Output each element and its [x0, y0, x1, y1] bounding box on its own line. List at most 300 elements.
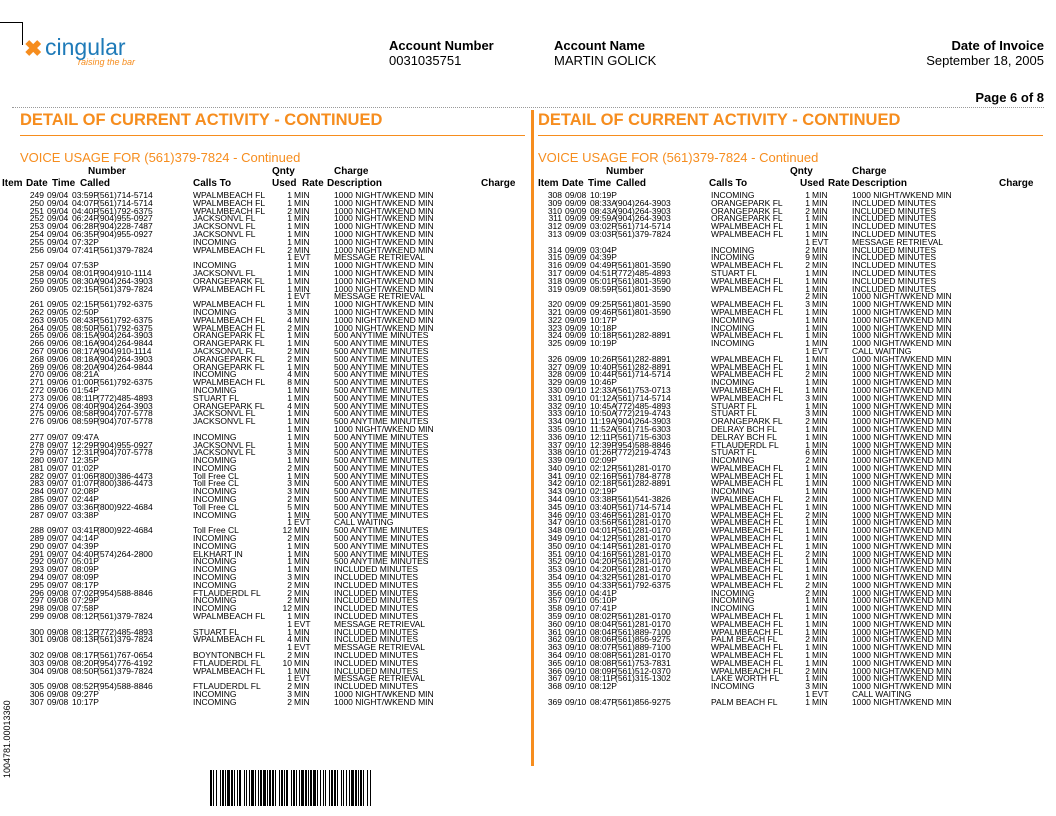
call-time: 08:12P	[72, 626, 99, 637]
rate-description: 500 ANYTIME MINUTES	[334, 330, 429, 341]
rate-description: 1000 NIGHT/WKEND MIN	[334, 244, 434, 255]
rate-description: 500 ANYTIME MINUTES	[334, 377, 429, 388]
item-number: 322	[547, 314, 562, 325]
qty-unit: MIN	[812, 244, 828, 255]
qty-used: 1	[805, 556, 810, 567]
qty-used: 1	[805, 431, 810, 442]
qty-unit: MIN	[812, 353, 828, 364]
call-date: 09/04	[47, 221, 69, 232]
calls-to: JACKSONVL FL	[193, 221, 256, 232]
calls-to: INCOMING	[193, 696, 237, 707]
qty-unit: MIN	[294, 470, 310, 481]
qty-used: 1	[287, 642, 292, 653]
item-number: 265	[29, 330, 44, 341]
call-date: 09/09	[565, 213, 587, 224]
qty-used: 2	[805, 587, 810, 598]
call-time: 04:39P	[72, 540, 99, 551]
rate-description: 1000 NIGHT/WKEND MIN	[852, 696, 952, 707]
qty-unit: MIN	[294, 548, 310, 559]
header-charge: Charge	[999, 178, 1034, 189]
qty-used: 1	[805, 650, 810, 661]
call-date: 09/09	[565, 244, 587, 255]
table-row	[538, 683, 1043, 691]
item-number: 347	[547, 517, 562, 528]
qty-used: 3	[287, 306, 292, 317]
call-date: 09/10	[565, 642, 587, 653]
table-row	[20, 665, 525, 676]
number-called: (561)792-6375	[97, 299, 153, 310]
call-date: 09/09	[565, 314, 587, 325]
qty-used: 1	[805, 564, 810, 575]
table-row	[20, 283, 525, 294]
calls-to: FTLAUDERDL FL	[193, 587, 261, 598]
call-date: 09/10	[565, 501, 587, 512]
qty-used: 1	[805, 540, 810, 551]
qty-unit: MIN	[294, 408, 310, 419]
qty-used: 1	[805, 345, 810, 356]
title-underline	[538, 135, 1043, 136]
qty-used: 2	[805, 548, 810, 559]
calls-to: WPALMBEACH FL	[711, 665, 784, 676]
call-time: 07:29P	[72, 595, 99, 606]
calls-to: INCOMING	[711, 455, 755, 466]
qty-unit: MIN	[812, 587, 828, 598]
barcode-bar	[371, 770, 372, 806]
calls-to: WPALMBEACH FL	[193, 634, 266, 645]
call-date: 09/09	[565, 353, 587, 364]
item-number: 313	[547, 228, 562, 239]
qty-unit: MIN	[294, 236, 310, 247]
item-number: 361	[547, 626, 562, 637]
invoice-date-label: Date of Invoice	[951, 38, 1044, 53]
rate-description: 1000 NIGHT/WKEND MIN	[852, 642, 952, 653]
calls-to: INCOMING	[193, 236, 237, 247]
call-date: 09/08	[565, 190, 587, 200]
qty-used: 4	[287, 314, 292, 325]
item-number: 344	[547, 494, 562, 505]
item-number: 255	[29, 236, 44, 247]
rate-description: 1000 NIGHT/WKEND MIN	[852, 447, 952, 458]
qty-unit: MIN	[812, 603, 828, 614]
side-code: 1004781.00013360	[2, 700, 12, 778]
qty-used: 8	[287, 377, 292, 388]
qty-used: 3	[805, 299, 810, 310]
item-number: 341	[547, 470, 562, 481]
call-time: 02:08P	[72, 486, 99, 497]
rate-description: 500 ANYTIME MINUTES	[334, 338, 429, 349]
call-time: 05:01P	[590, 275, 617, 286]
qty-used: 1	[805, 603, 810, 614]
calls-to: WPALMBEACH FL	[711, 283, 784, 294]
rate-description: 500 ANYTIME MINUTES	[334, 361, 429, 372]
number-called: (574)264-2800	[97, 548, 153, 559]
qty-used: 1	[287, 673, 292, 684]
qty-used: 1	[805, 657, 810, 668]
item-number: 279	[29, 447, 44, 458]
call-date: 09/09	[565, 361, 587, 372]
qty-used: 1	[805, 618, 810, 629]
qty-unit: MIN	[812, 228, 828, 239]
call-date: 09/05	[47, 322, 69, 333]
item-number: 267	[29, 345, 44, 356]
call-time: 08:15A	[72, 330, 99, 341]
number-called: (561)379-7824	[97, 283, 153, 294]
call-time: 09:46P	[590, 306, 617, 317]
qty-unit: MIN	[294, 283, 310, 294]
call-time: 08:08P	[590, 650, 617, 661]
qty-used: 1	[287, 197, 292, 208]
rate-description: INCLUDED MINUTES	[852, 228, 937, 239]
qty-used: 1	[287, 213, 292, 224]
rate-description: MESSAGE RETRIEVAL	[852, 236, 944, 247]
call-date: 09/10	[565, 657, 587, 668]
qty-used: 2	[805, 291, 810, 302]
qty-unit: MIN	[294, 205, 310, 216]
calls-to: Toll Free CL	[193, 525, 239, 536]
rate-description: 1000 NIGHT/WKEND MIN	[852, 431, 952, 442]
item-number: 365	[547, 657, 562, 668]
call-time: 02:15P	[72, 283, 99, 294]
number-called: (561)379-7824	[615, 228, 671, 239]
cingular-x-icon: ✖	[24, 36, 43, 61]
calls-to: STUART FL	[193, 392, 239, 403]
item-number: 304	[29, 665, 44, 676]
rate-description: 1000 NIGHT/WKEND MIN	[852, 486, 952, 497]
call-time: 02:44P	[72, 494, 99, 505]
call-date: 09/07	[47, 455, 69, 466]
calls-to: ORANGEPARK FL	[193, 275, 265, 286]
qty-unit: MIN	[294, 423, 310, 434]
rate-description: 500 ANYTIME MINUTES	[334, 431, 429, 442]
barcode	[210, 770, 522, 806]
item-number: 335	[547, 423, 562, 434]
call-date: 09/09	[565, 299, 587, 310]
number-called: (904)264-3903	[615, 205, 671, 216]
qty-used: 2	[287, 462, 292, 473]
calls-to: WPALMBEACH FL	[711, 299, 784, 310]
qty-unit: MIN	[812, 439, 828, 450]
qty-unit: MIN	[294, 197, 310, 208]
item-number: 266	[29, 338, 44, 349]
item-number: 264	[29, 322, 44, 333]
call-date: 09/10	[565, 564, 587, 575]
item-number: 331	[547, 392, 562, 403]
account-number: 0031035751	[389, 53, 462, 68]
qty-unit: MIN	[812, 681, 828, 692]
calls-to: INCOMING	[193, 556, 237, 567]
qty-unit: MIN	[812, 462, 828, 473]
qty-unit: EVT	[294, 673, 311, 684]
item-number: 275	[29, 408, 44, 419]
qty-used: 1	[805, 626, 810, 637]
qty-unit: MIN	[294, 384, 310, 395]
qty-used: 1	[287, 618, 292, 629]
number-called: (561)281-0170	[615, 556, 671, 567]
call-date: 09/06	[47, 416, 69, 427]
item-number: 358	[547, 603, 562, 614]
number-called: (561)541-3826	[615, 494, 671, 505]
header-divider	[12, 107, 1044, 108]
number-called: (561)801-3590	[615, 275, 671, 286]
call-time: 04:39P	[590, 252, 617, 263]
calls-to: ORANGEPARK FL	[711, 197, 783, 208]
calls-to: WPALMBEACH FL	[711, 260, 784, 271]
qty-used: 1	[805, 314, 810, 325]
qty-unit: MIN	[812, 322, 828, 333]
call-time: 03:04P	[590, 244, 617, 255]
call-time: 09:25P	[590, 299, 617, 310]
rate-description: 1000 NIGHT/WKEND MIN	[852, 314, 952, 325]
number-called: (904)264-3903	[97, 275, 153, 286]
rate-description: 1000 NIGHT/WKEND MIN	[852, 416, 952, 427]
qty-used: 1	[287, 330, 292, 341]
number-called: (561)715-6303	[615, 431, 671, 442]
call-date: 09/10	[565, 447, 587, 458]
qty-used: 2	[805, 579, 810, 590]
rate-description: INCLUDED MINUTES	[334, 626, 419, 637]
rate-description: INCLUDED MINUTES	[334, 603, 419, 614]
item-number: 273	[29, 392, 44, 403]
call-date: 09/09	[565, 369, 587, 380]
call-date: 09/06	[47, 338, 69, 349]
qty-used: 1	[287, 283, 292, 294]
qty-used: 1	[805, 470, 810, 481]
item-number: 303	[29, 657, 44, 668]
calls-to: INCOMING	[193, 260, 237, 271]
qty-used: 2	[287, 345, 292, 356]
call-time: 01:02P	[72, 462, 99, 473]
call-date: 09/07	[47, 525, 69, 536]
number-called: (561)889-7100	[615, 626, 671, 637]
item-number: 268	[29, 353, 44, 364]
table-row	[538, 696, 1043, 707]
qty-unit: MIN	[294, 338, 310, 349]
rate-description: MESSAGE RETRIEVAL	[334, 252, 426, 263]
call-time: 10:40P	[590, 361, 617, 372]
qty-used: 1	[805, 330, 810, 341]
call-date: 09/08	[47, 696, 69, 707]
qty-unit: MIN	[812, 205, 828, 216]
qty-used: 1	[805, 673, 810, 684]
calls-to: WPALMBEACH FL	[711, 509, 784, 520]
item-number: 260	[29, 283, 44, 294]
qty-unit: MIN	[294, 462, 310, 473]
number-called: (561)281-0170	[615, 525, 671, 536]
qty-unit: MIN	[294, 486, 310, 497]
item-number: 307	[29, 696, 44, 707]
table-row	[20, 613, 525, 621]
rate-description: 500 ANYTIME MINUTES	[334, 345, 429, 356]
qty-used: 1	[287, 470, 292, 481]
qty-used: 1	[287, 564, 292, 575]
number-called: (561)714-5714	[97, 190, 153, 200]
qty-unit: MIN	[294, 431, 310, 442]
item-number: 323	[547, 322, 562, 333]
calls-to: Toll Free CL	[193, 501, 239, 512]
qty-unit: MIN	[812, 423, 828, 434]
item-number: 310	[547, 205, 562, 216]
item-number: 250	[29, 197, 44, 208]
qty-used: 2	[805, 205, 810, 216]
call-date: 09/09	[565, 322, 587, 333]
qty-used: 1	[287, 540, 292, 551]
call-date: 09/06	[47, 330, 69, 341]
qty-used: 1	[805, 478, 810, 489]
rate-description: 1000 NIGHT/WKEND MIN	[334, 283, 434, 294]
rate-description: 1000 NIGHT/WKEND MIN	[852, 462, 952, 473]
number-called: (561)282-8891	[615, 353, 671, 364]
rate-description: 1000 NIGHT/WKEND MIN	[852, 673, 952, 684]
column-divider	[531, 110, 534, 766]
call-date: 09/10	[565, 494, 587, 505]
call-time: 08:43P	[72, 314, 99, 325]
calls-to: WPALMBEACH FL	[711, 369, 784, 380]
call-time: 10:19P	[590, 338, 617, 349]
header-number: Number	[88, 166, 126, 177]
number-called: (561)315-1302	[615, 673, 671, 684]
call-time: 09:47A	[72, 431, 99, 442]
call-date: 09/08	[47, 626, 69, 637]
calls-to: JACKSONVL FL	[193, 228, 256, 239]
qty-used: 1	[287, 221, 292, 232]
qty-unit: MIN	[812, 384, 828, 395]
item-number: 271	[29, 377, 44, 388]
call-time: 03:56P	[590, 517, 617, 528]
call-time: 12:29P	[72, 439, 99, 450]
header-time: Time	[52, 178, 76, 189]
qty-unit: MIN	[812, 634, 828, 645]
calls-to: WPALMBEACH FL	[711, 478, 784, 489]
qty-used: 2	[805, 416, 810, 427]
rate-description: 500 ANYTIME MINUTES	[334, 509, 429, 520]
call-time: 08:08P	[590, 657, 617, 668]
rate-description: 1000 NIGHT/WKEND MIN	[334, 299, 434, 310]
rate-description: 500 ANYTIME MINUTES	[334, 392, 429, 403]
rate-description: 1000 NIGHT/WKEND MIN	[852, 509, 952, 520]
rate-description: 1000 NIGHT/WKEND MIN	[852, 579, 952, 590]
rate-description: 1000 NIGHT/WKEND MIN	[852, 665, 952, 676]
qty-unit: MIN	[812, 299, 828, 310]
number-called: (772)485-4893	[615, 400, 671, 411]
call-time: 08:58P	[72, 408, 99, 419]
qty-used: 1	[287, 236, 292, 247]
calls-to: INCOMING	[711, 587, 755, 598]
call-time: 03:40P	[590, 501, 617, 512]
call-time: 03:03P	[590, 228, 617, 239]
qty-unit: MIN	[812, 260, 828, 271]
calls-to: WPALMBEACH FL	[711, 221, 784, 232]
voice-usage-subtitle: VOICE USAGE FOR (561)379-7824 - Continued	[538, 150, 819, 165]
qty-used: 12	[282, 603, 292, 614]
qty-used: 1	[287, 267, 292, 278]
item-number: 334	[547, 416, 562, 427]
item-number: 262	[29, 306, 44, 317]
rate-description: 500 ANYTIME MINUTES	[334, 486, 429, 497]
call-date: 09/10	[565, 431, 587, 442]
qty-unit: MIN	[294, 439, 310, 450]
header-used: Used	[800, 178, 825, 189]
qty-unit: MIN	[812, 252, 828, 263]
number-called: (561)801-3590	[615, 299, 671, 310]
qty-unit: MIN	[812, 470, 828, 481]
item-number: 286	[29, 501, 44, 512]
header-charge-top: Charge	[334, 166, 369, 177]
qty-unit: MIN	[812, 197, 828, 208]
call-time: 01:07P	[72, 478, 99, 489]
header-item: Item	[2, 178, 23, 189]
number-called: (561)801-3590	[615, 283, 671, 294]
usage-table-right	[538, 192, 1043, 707]
call-time: 08:30A	[72, 275, 99, 286]
rate-description: INCLUDED MINUTES	[852, 197, 937, 208]
item-number: 346	[547, 509, 562, 520]
number-called: (561)767-0654	[97, 650, 153, 661]
qty-unit: MIN	[812, 486, 828, 497]
call-time: 06:24P	[72, 213, 99, 224]
call-time: 08:09P	[72, 572, 99, 583]
rate-description: 1000 NIGHT/WKEND MIN	[852, 618, 952, 629]
qty-used: 1	[287, 517, 292, 528]
rate-description: 1000 NIGHT/WKEND MIN	[334, 322, 434, 333]
call-time: 10:45A	[590, 400, 617, 411]
number-called: (561)792-6375	[97, 377, 153, 388]
qty-unit: MIN	[812, 564, 828, 575]
call-date: 09/06	[47, 361, 69, 372]
qty-used: 2	[287, 353, 292, 364]
number-called: (561)281-0170	[615, 509, 671, 520]
calls-to: ORANGEPARK FL	[193, 361, 265, 372]
item-number: 309	[547, 197, 562, 208]
call-date: 09/10	[565, 618, 587, 629]
call-time: 08:18A	[72, 353, 99, 364]
call-time: 07:32P	[72, 236, 99, 247]
rate-description: INCLUDED MINUTES	[852, 275, 937, 286]
qty-used: 1	[805, 322, 810, 333]
item-number: 320	[547, 299, 562, 310]
item-number: 338	[547, 447, 562, 458]
call-time: 10:17P	[590, 314, 617, 325]
call-time: 10:18P	[590, 322, 617, 333]
calls-to: WPALMBEACH FL	[711, 564, 784, 575]
call-time: 09:27P	[72, 689, 99, 699]
item-number: 284	[29, 486, 44, 497]
qty-unit: MIN	[294, 228, 310, 239]
call-date: 09/06	[47, 408, 69, 419]
header-description: Description	[852, 178, 908, 189]
call-date: 09/09	[565, 197, 587, 208]
qty-unit: MIN	[294, 564, 310, 575]
rate-description: CALL WAITING	[334, 517, 394, 528]
call-time: 08:12P	[590, 681, 617, 692]
call-date: 09/10	[565, 509, 587, 520]
call-time: 08:17P	[72, 579, 99, 590]
rate-description: 1000 NIGHT/WKEND MIN	[334, 197, 434, 208]
rate-description: 1000 NIGHT/WKEND MIN	[334, 696, 434, 707]
call-time: 03:59P	[72, 190, 99, 200]
qty-unit: EVT	[812, 236, 829, 247]
number-called: (772)219-4743	[615, 447, 671, 458]
qty-used: 1	[287, 384, 292, 395]
item-number: 306	[29, 689, 44, 699]
item-number: 253	[29, 221, 44, 232]
call-time: 05:01P	[72, 556, 99, 567]
item-number: 287	[29, 509, 44, 520]
invoice-date-block	[926, 38, 1044, 68]
call-date: 09/10	[565, 470, 587, 481]
call-time: 02:16P	[590, 470, 617, 481]
call-date: 09/10	[565, 462, 587, 473]
header-called: Called	[80, 178, 111, 189]
